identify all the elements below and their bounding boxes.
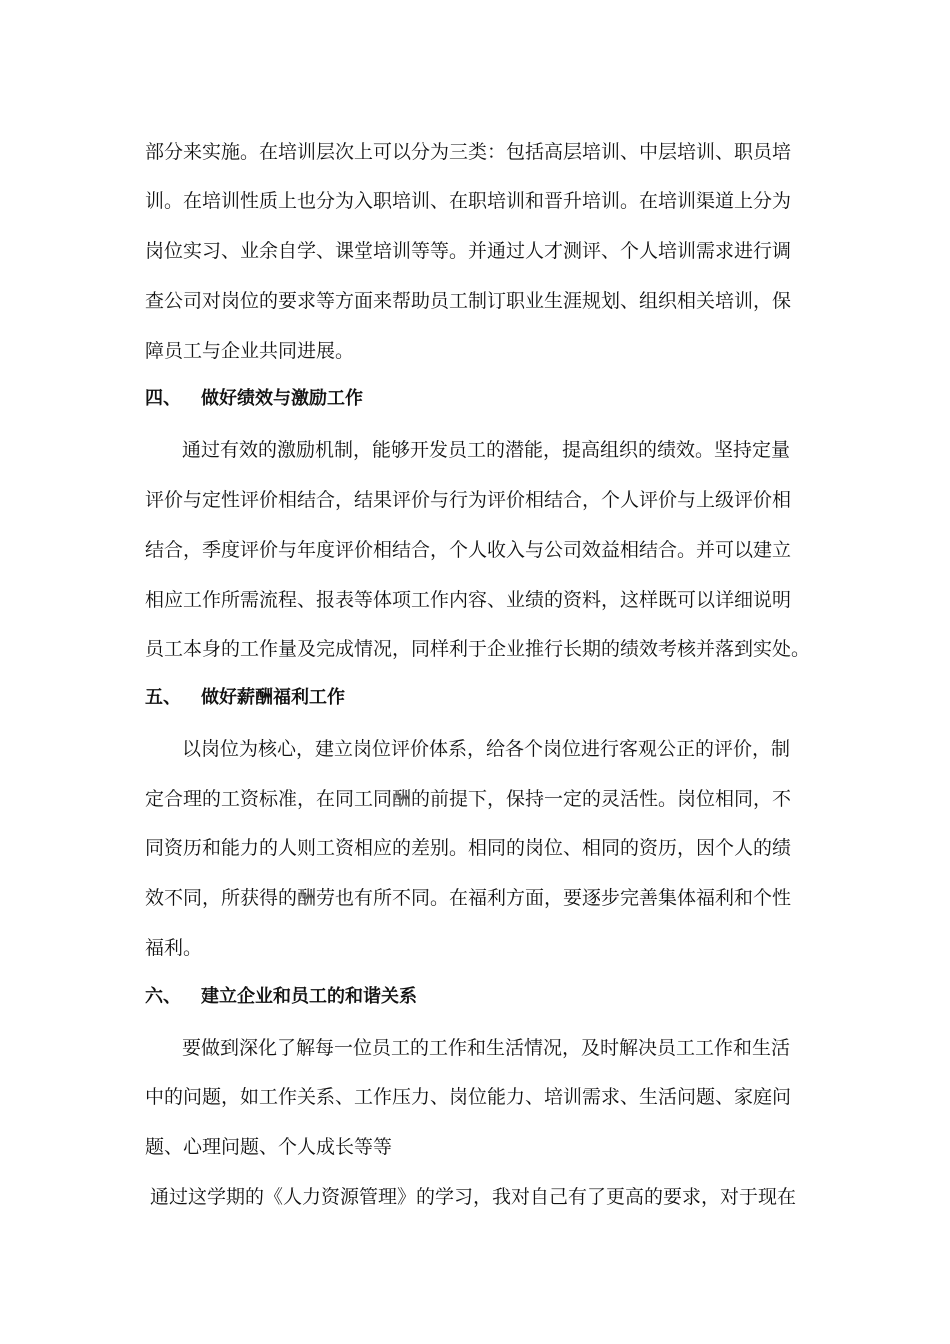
paragraph-line: 岗位实习、业余自学、课堂培训等等。并通过人才测评、个人培训需求进行调 — [145, 240, 792, 262]
paragraph-line: 中的问题，如工作关系、工作压力、岗位能力、培训需求、生活问题、家庭问 — [145, 1086, 792, 1108]
paragraph-line: 查公司对岗位的要求等方面来帮助员工制订职业生涯规划、组织相关培训，保 — [145, 290, 792, 312]
paragraph-line: 相应工作所需流程、报表等体项工作内容、业绩的资料，这样既可以详细说明 — [145, 589, 792, 611]
section-title: 建立企业和员工的和谐关系 — [201, 986, 417, 1007]
section-heading — [145, 387, 810, 411]
paragraph-line: 员工本身的工作量及完成情况，同样利于企业推行长期的绩效考核并落到实处。 — [145, 638, 810, 660]
paragraph-line: 题、心理问题、个人成长等等 — [145, 1136, 393, 1158]
paragraph-line: 通过有效的激励机制，能够开发员工的潜能，提高组织的绩效。坚持定量 — [182, 439, 791, 461]
paragraph-line: 福利。 — [145, 937, 203, 959]
paragraph-line: 评价与定性评价相结合，结果评价与行为评价相结合，个人评价与上级评价相 — [145, 489, 792, 511]
paragraph-line: 以岗位为核心，建立岗位评价体系，给各个岗位进行客观公正的评价，制 — [182, 738, 791, 760]
paragraph-line: 定合理的工资标准，在同工同酬的前提下，保持一定的灵活性。岗位相同，不 — [145, 788, 792, 810]
paragraph-line: 障员工与企业共同进展。 — [145, 340, 355, 362]
section-heading — [145, 686, 810, 710]
paragraph-line: 部分来实施。在培训层次上可以分为三类：包括高层培训、中层培训、职员培 — [145, 141, 792, 163]
section-title: 做好绩效与激励工作 — [201, 388, 363, 409]
paragraph-line: 要做到深化了解每一位员工的工作和生活情况，及时解决员工工作和生活 — [182, 1037, 791, 1059]
paragraph-line: 同资历和能力的人则工资相应的差别。相同的岗位、相同的资历，因个人的绩 — [145, 837, 792, 859]
paragraph-line: 结合，季度评价与年度评价相结合，个人收入与公司效益相结合。并可以建立 — [145, 539, 792, 561]
section-number: 五、 — [145, 687, 181, 708]
section-number: 六、 — [145, 986, 181, 1007]
section-number: 四、 — [145, 388, 181, 409]
section-title: 做好薪酬福利工作 — [201, 687, 345, 708]
paragraph-line: 效不同，所获得的酬劳也有所不同。在福利方面，要逐步完善集体福利和个性 — [145, 887, 792, 909]
paragraph-line: 训。在培训性质上也分为入职培训、在职培训和晋升培训。在培训渠道上分为 — [145, 190, 792, 212]
paragraph-line: 通过这学期的《人力资源管理》的学习，我对自己有了更高的要求，对于现在 — [150, 1186, 797, 1208]
section-heading — [145, 985, 810, 1009]
